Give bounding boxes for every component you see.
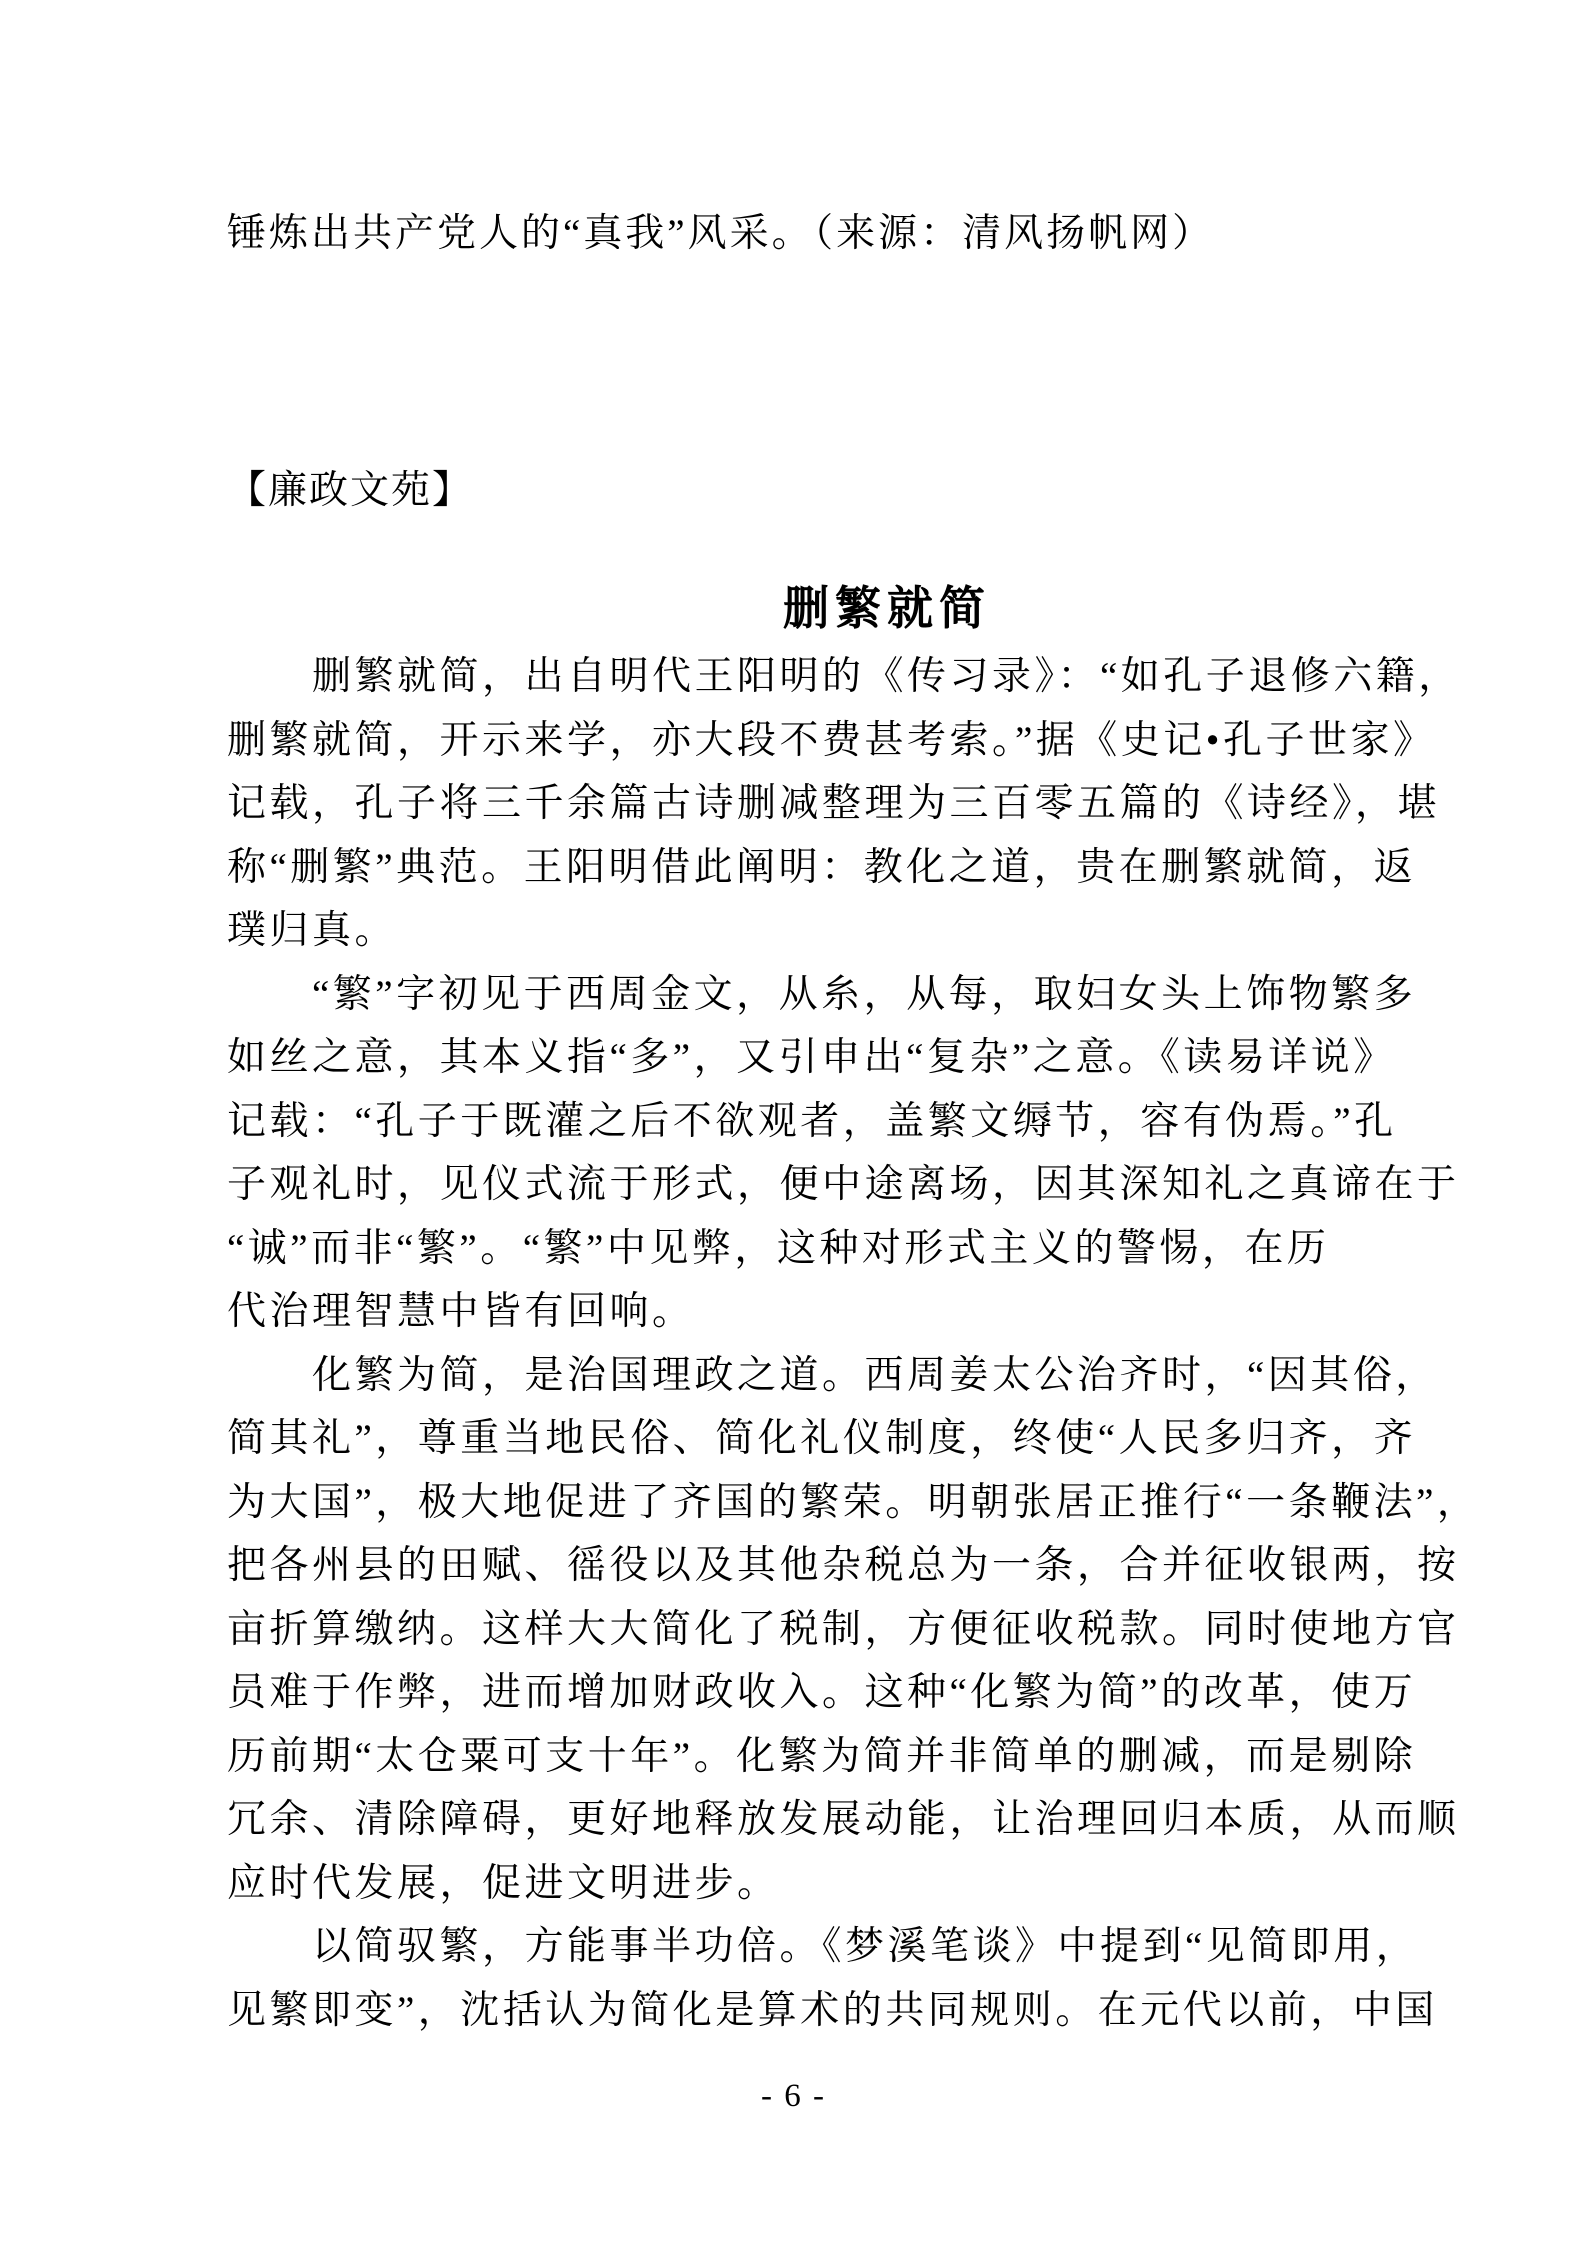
body-line: 为大国”，极大地促进了齐国的繁荣。明朝张居正推行“一条鞭法”， [227, 1480, 1480, 1524]
body-line: 子观礼时，见仪式流于形式，便中途离场，因其深知礼之真谛在于 [227, 1163, 1460, 1206]
body-line: 应时代发展，促进文明进步。 [227, 1861, 780, 1905]
body-line: 历前期“太仓粟可支十年”。化繁为简并非简单的删减，而是剔除 [227, 1734, 1417, 1778]
body-line: 简其礼”，尊重当地民俗、简化礼仪制度，终使“人民多归齐，齐 [227, 1417, 1417, 1460]
body-line: 员难于作弊，进而增加财政收入。这种“化繁为简”的改革，使万 [227, 1671, 1417, 1714]
body-line: 把各州县的田赋、徭役以及其他杂税总为一条，合并征收银两，按 [227, 1544, 1460, 1587]
body-line: “诚”而非“繁”。“繁”中见弊，这种对形式主义的警惕，在历 [227, 1226, 1330, 1270]
body-line: 化繁为简，是治国理政之道。西周姜太公治齐时，“因其俗， [312, 1353, 1438, 1397]
page-number: - 6 - [761, 2078, 826, 2114]
article-title: 删繁就简 [783, 583, 991, 634]
body-line: 亩折算缴纳。这样大大简化了税制，方便征收税款。同时使地方官 [227, 1607, 1460, 1651]
body-line: 记载，孔子将三千余篇古诗删减整理为三百零五篇的《诗经》，堪 [227, 782, 1441, 825]
body-line: 代治理智慧中皆有回响。 [227, 1290, 695, 1333]
body-line: 如丝之意，其本义指“多”，又引申出“复杂”之意。《读易详说》 [227, 1036, 1396, 1079]
body-line: 璞归真。 [227, 909, 398, 952]
body-line: 删繁就简，开示来学，亦大段不费甚考索。”据《史记•孔子世家》 [227, 718, 1436, 762]
body-line: 称“删繁”典范。王阳明借此阐明：教化之道，贵在删繁就简，返 [227, 845, 1417, 889]
body-line: 删繁就简，出自明代王阳明的《传习录》：“如孔子退修六籍， [312, 655, 1461, 698]
body-line: 以简驭繁，方能事半功倍。《梦溪笔谈》中提到“见简即用， [312, 1925, 1419, 1968]
paragraph-continuation-line: 锤炼出共产党人的“真我”风采。（来源：清风扬帆网） [227, 212, 1215, 255]
body-line: 见繁即变”，沈括认为简化是算术的共同规则。在元代以前，中国 [227, 1988, 1438, 2032]
article-body [227, 645, 1567, 2042]
section-header: 【廉政文苑】 [227, 469, 474, 512]
body-line: 记载：“孔子于既灌之后不欲观者，盖繁文缛节，容有伪焉。”孔 [227, 1099, 1397, 1143]
body-line: “繁”字初见于西周金文，从糸，从每，取妇女头上饰物繁多 [312, 972, 1417, 1016]
body-line: 冗余、清除障碍，更好地释放发展动能，让治理回归本质，从而顺 [227, 1798, 1460, 1841]
